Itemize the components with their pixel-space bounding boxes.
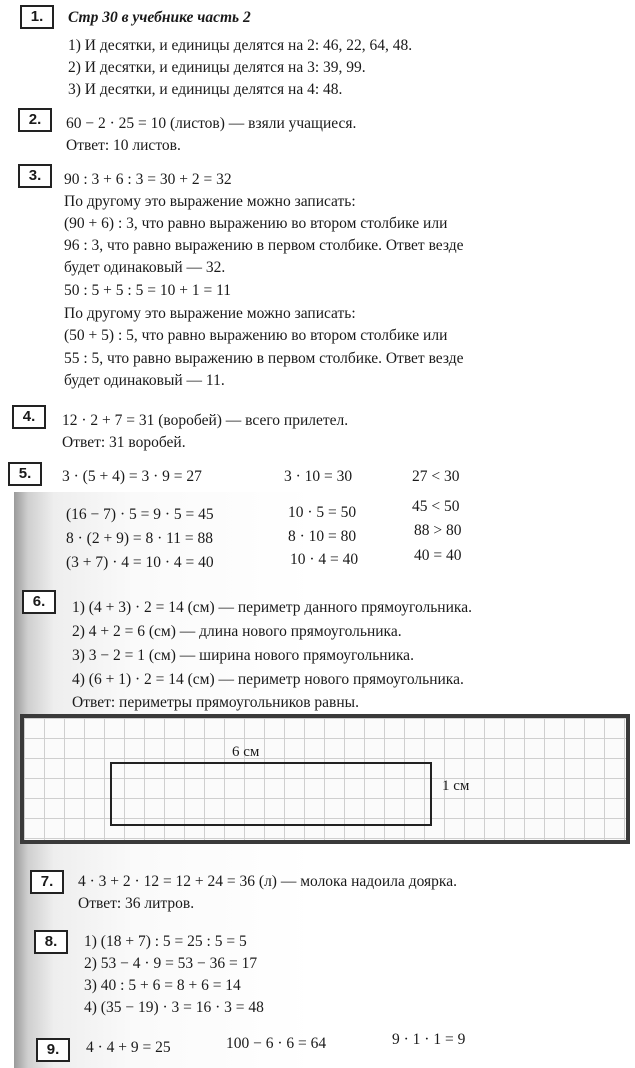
task-6-number: 6.: [22, 590, 56, 614]
task-5-expr: 10 · 4 = 40: [290, 551, 359, 568]
task-7-number: 7.: [30, 870, 64, 894]
task-5-compare: 45 < 50: [412, 498, 460, 515]
task-4-line: 12 · 2 + 7 = 31 (воробей) — всего прилетел.: [62, 412, 349, 429]
task-1-title: Стр 30 в учебнике часть 2: [68, 9, 251, 26]
task-8-line: 3) 40 : 5 + 6 = 8 + 6 = 14: [84, 977, 241, 994]
task-4-line: Ответ: 31 воробей.: [62, 434, 186, 451]
task-7-line: Ответ: 36 литров.: [78, 895, 195, 912]
task-5-expr: (3 + 7) · 4 = 10 · 4 = 40: [66, 554, 214, 571]
task-5-compare: 40 = 40: [414, 547, 462, 564]
task-8-line: 1) (18 + 7) : 5 = 25 : 5 = 5: [84, 933, 247, 950]
task-9-expr: 100 − 6 · 6 = 64: [226, 1035, 327, 1052]
task-1-line: 2) И десятки, и единицы делятся на 3: 39, 99.: [68, 59, 366, 76]
task-6-line: 4) (6 + 1) · 2 = 14 (см) — периметр нового прямоугольника.: [72, 671, 464, 688]
task-8-line: 4) (35 − 19) · 3 = 16 · 3 = 48: [84, 999, 264, 1016]
task-6-line: 1) (4 + 3) · 2 = 14 (см) — периметр данного прямоугольника.: [72, 599, 472, 616]
task-8-number: 8.: [34, 930, 68, 954]
task-1-line: 1) И десятки, и единицы делятся на 2: 46, 22, 64, 48.: [68, 37, 413, 54]
task-3-line: (50 + 5) : 5, что равно выражению во втором столбике или: [64, 327, 448, 344]
task-2-line: Ответ: 10 листов.: [66, 137, 181, 154]
task-5-expr: 8 · 10 = 80: [288, 528, 357, 545]
task-3-line: По другому это выражение можно записать:: [64, 305, 356, 322]
task-3-line: будет одинаковый — 32.: [64, 259, 226, 276]
task-3-line: 50 : 5 + 5 : 5 = 10 + 1 = 11: [64, 282, 232, 299]
task-5-expr: 3 · (5 + 4) = 3 · 9 = 27: [62, 468, 202, 485]
task-6-line: Ответ: периметры прямоугольников равны.: [72, 694, 359, 711]
task-6-line: 2) 4 + 2 = 6 (см) — длина нового прямоугольника.: [72, 623, 402, 640]
task-6-line: 3) 3 − 2 = 1 (см) — ширина нового прямоугольника.: [72, 647, 414, 664]
task-1-line: 3) И десятки, и единицы делятся на 4: 48.: [68, 81, 343, 98]
task-5-compare: 88 > 80: [414, 522, 462, 539]
task-5-expr: 8 · (2 + 9) = 8 · 11 = 88: [66, 530, 214, 547]
task-3-line: По другому это выражение можно записать:: [64, 193, 356, 210]
task-2-number: 2.: [18, 108, 52, 132]
task-8-line: 2) 53 − 4 · 9 = 53 − 36 = 17: [84, 955, 258, 972]
task-9-expr: 4 · 4 + 9 = 25: [86, 1039, 171, 1056]
task-5-expr: 10 · 5 = 50: [288, 504, 357, 521]
rectangle-width-label: 6 см: [232, 744, 260, 760]
task-9-number: 9.: [36, 1038, 70, 1062]
task-3-line: будет одинаковый — 11.: [64, 372, 225, 389]
task-5-compare: 27 < 30: [412, 468, 460, 485]
task-3-number: 3.: [18, 164, 52, 188]
task-4-number: 4.: [12, 405, 46, 429]
task-3-line: 96 : 3, что равно выражению в первом столбике. Ответ везде: [64, 237, 464, 254]
task-1-number: 1.: [20, 5, 54, 29]
rectangle-height-label: 1 см: [442, 778, 470, 794]
task-3-line: (90 + 6) : 3, что равно выражению во втором столбике или: [64, 215, 448, 232]
task-2-line: 60 − 2 · 25 = 10 (листов) — взяли учащиеся.: [66, 115, 357, 132]
task-5-expr: (16 − 7) · 5 = 9 · 5 = 45: [66, 506, 214, 523]
new-rectangle: [110, 762, 432, 826]
task-5-expr: 3 · 10 = 30: [284, 468, 353, 485]
task-3-line: 55 : 5, что равно выражению в первом столбике. Ответ везде: [64, 350, 464, 367]
task-5-number: 5.: [8, 462, 42, 486]
task-9-expr: 9 · 1 · 1 = 9: [392, 1031, 466, 1048]
task-7-line: 4 · 3 + 2 · 12 = 12 + 24 = 36 (л) — молока надоила доярка.: [78, 873, 457, 890]
task-3-line: 90 : 3 + 6 : 3 = 30 + 2 = 32: [64, 171, 232, 188]
